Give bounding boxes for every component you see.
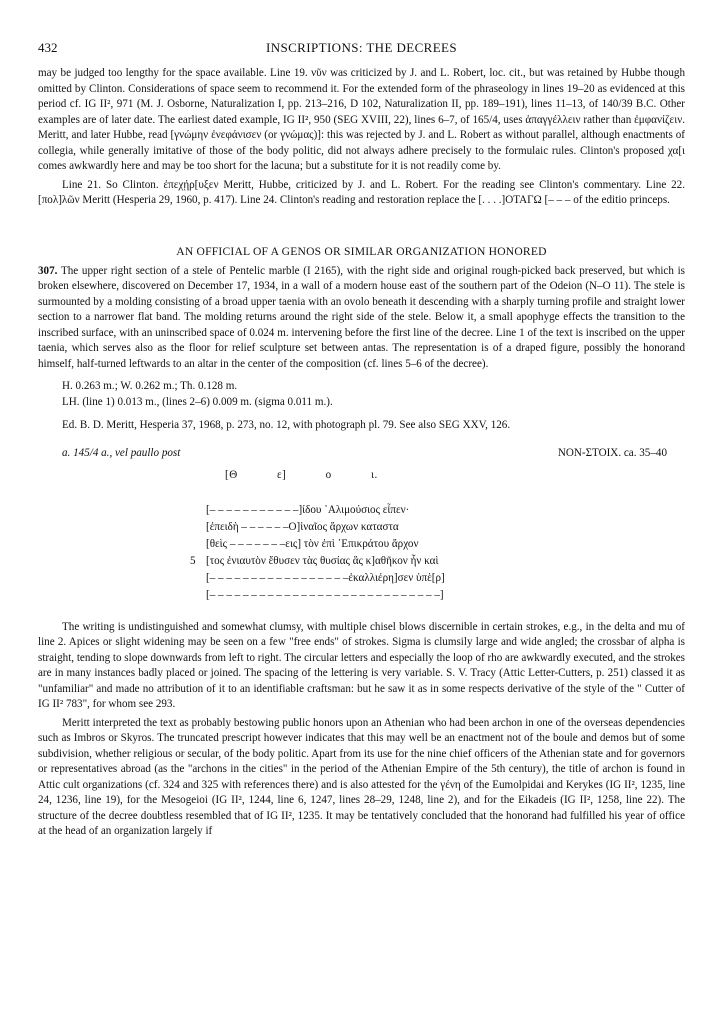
commentary-paragraph-1: may be judged too lengthy for the space available. Line 19. νῦν was criticized by J. and L. Robert, loc. cit., but was retained by Hubbe though omitted by Clinton. Considerations of space seem to recommend it. For the extended form of the phraseology in lines 19–20 as evidenced at this period cf. IG II², 971 (M. J. Osborne, Naturalization I, pp. 213–216, D 102, Naturalization II, pp. 189–191), lines 11–13, of 140/39 B.C. Other examples are of later date. The earliest dated example, IG II², 950 (SEG XVIII, 22), lines 6–7, of 165/4, uses ἀπαγγέλλειν rather than ἐμφανίζειν. Meritt, and later Hubbe, read [γνώμην ἐνεφάνισεν (or γνώμας)]: this was rejected by J. and L. Robert as without parallel, although enactments of collegia, while generally imitative of those of the body politic, did not always adhere precisely to the formulaic rules. Clinton's proposed χα[ι comes awkwardly here and may be too short for the lacuna; but a substitute for it is not readily come by. — [38, 67, 685, 172]
inscription-line: [– – – – – – – – – – –]ίδου ᾿Αλιμούσιος εἶπεν· — [206, 503, 410, 516]
dateline — [62, 447, 685, 459]
entry-number: 307. — [38, 264, 58, 277]
page-header — [38, 40, 685, 66]
inscription-text — [38, 469, 685, 604]
inscription-line: [– – – – – – – – – – – – – – – – – – – – – – – – – – – –] — [206, 588, 444, 601]
entry-description — [38, 264, 685, 373]
inscription-line: [θεὶς – – – – – – –εις] τὸν ἐπὶ ᾿Επικράτου ἄρχον — [206, 537, 419, 550]
page-number: 432 — [38, 40, 58, 55]
commentary-paragraph-2: Line 21. So Clinton. ἐπεχῄρ[υξεν Meritt, Hubbe, criticized by J. and L. Robert. For the reading see Clinton's commentary. Line 22. [πολ]λῶν Meritt (Hesperia 29, 1960, p. 417). Line 24. Clinton's reading and restoration replace the [. . . .]ΟΤΑΓΩ [– – – of the editio princeps. — [38, 178, 685, 206]
discussion-paragraph-2: Meritt interpreted the text as probably bestowing public honors upon an Athenian who had been archon in one of the overseas dependencies such as Imbros or Skyros. The truncated prescript however indicates that this may well be an enactment not of the boule and demos but of some subdivision, whether religious or secular, of the body politic. Apart from its use for the nine chief officers of the Athenian state and for governors or representatives abroad (as the "archons in the cities" in the period of the Athenian Empire of the 5th century), the title of archon is found in Attic cult organizations (cf. 324 and 325 with references there) and is also attested for the γένη of the Eumolpidai and Kerykes (IG II², 1235, line 24, 1236, line 19), for the Mesogeioi (IG II², 1244, line 6, 1247, lines 28–29, 1248, line 2), and for the Eikadeis (IG II², 1258, line 22). The structure of the decree doubtless resembled that of IG II², 1235. It may be tentatively concluded that the honorand had fulfilled his year of office at the head of an organization largely if — [38, 716, 685, 837]
line-number: 5 — [190, 554, 196, 567]
section-heading: AN OFFICIAL OF A GENOS OR SIMILAR ORGANIZATION HONORED — [176, 244, 547, 258]
inscription-header-line — [225, 469, 685, 493]
document-page — [38, 40, 685, 840]
header-letter: ι. — [370, 468, 378, 481]
entry-description-text: The upper right section of a stele of Pentelic marble (I 2165), with the right side and original rough-picked back preserved, but which is broken elsewhere, discovered on December 17, 1934, in a wall of a modern house east of the southern part of the Odeion (N–O 11). The stele is surmounted by a molding consisting of a broad upper taenia with an ovolo beneath it descending with a sharply turning profile and straight lower section to a narrower flat band. The molding returns around the right side of the stele. Below it, a small apophyge effects the transition to the inscribed surface, with an uninscribed space of 0.024 m. intervening before the first line of the decree. Line 1 of the text is inscribed on the upper taenia, which serves also as the floor for relief sculpture set between antas. The representation is of a draped figure, possibly the honorand himself, half-turned leftwards to an altar in the center of the composition (cf. lines 5–6 of the decree). — [38, 264, 685, 370]
letter-heights: LH. (line 1) 0.013 m., (lines 2–6) 0.009 m. (sigma 0.011 m.). — [62, 395, 333, 408]
header-letter: ο — [325, 468, 332, 481]
inscription-line: 5 [τος ἐνιαυτὸν ἔθυσεν τὰς θυσίας ἃς κ]αθῆκον ἦν καὶ — [38, 553, 685, 570]
inscription-line: [– – – – – – – – – – – – – – – – –ἐκαλλιέρη]σεν ὑπὲ[ρ] — [206, 571, 445, 584]
header-letter: ε] — [277, 468, 287, 481]
discussion-paragraph-1: The writing is undistinguished and somewhat clumsy, with multiple chisel blows discernible in certain strokes, e.g., in the delta and mu of line 2. Apices or slight widening may be seen on a few "free ends" of strokes. Sigma is clumsily large and wide angled; the crossbar of alpha is straight, tending to slope downwards from left to right. The circular letters and especially the loop of rho are awkwardly executed, and the strokes are in many instances badly placed or joined. The spacing of the lettering is very variable. S. V. Tracy (Attic Letter-Cutters, p. 251) classed it as "unfamiliar" and made no attribution of it to an identifiable craftsman: but he saw it as in some respects derivative of the style of the " Cutter of IG II² 783", for whom see 293. — [38, 620, 685, 710]
inscription-date: a. 145/4 a., vel paullo post — [62, 446, 181, 459]
header-letter: [Θ — [225, 468, 238, 481]
running-title: INSCRIPTIONS: THE DECREES — [265, 40, 458, 55]
inscription-line: [ἐπειδὴ – – – – – –Ο]ἱναῖος ἄρχων καταστα — [206, 520, 399, 533]
dimensions: H. 0.263 m.; W. 0.262 m.; Th. 0.128 m. — [62, 380, 238, 392]
stoich-note: NON-ΣΤΟΙΧ. ca. 35–40 — [557, 446, 667, 459]
edition-reference: Ed. B. D. Meritt, Hesperia 37, 1968, p. 273, no. 12, with photograph pl. 79. See also SEG XXV, 126. — [62, 419, 511, 431]
